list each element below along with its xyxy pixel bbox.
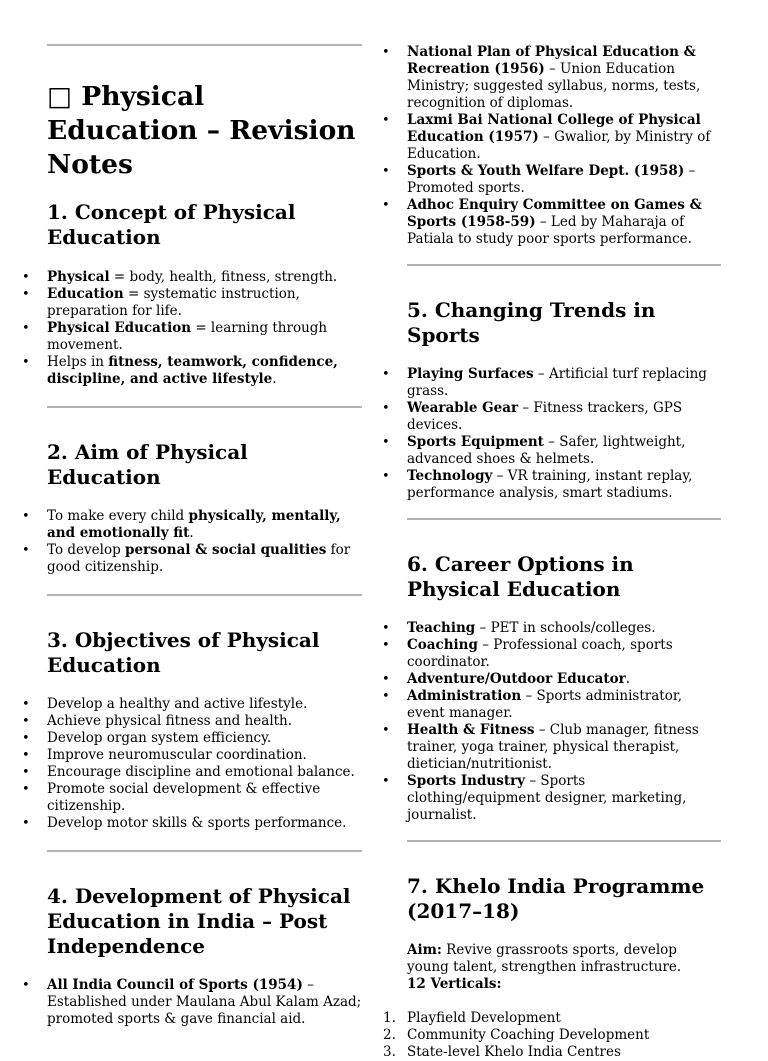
list-item: • Coaching – Professional coach, sports coordinator. (407, 637, 721, 671)
objectives-list (47, 696, 362, 832)
list-item: • Helps in fitness, teamwork, confidence, discipline, and active lifestyle. (47, 354, 362, 388)
divider (407, 518, 721, 520)
section-heading-careers: 6. Career Options in Physical Education (407, 552, 634, 601)
list-item: • Health & Fitness – Club manager, fitness trainer, yoga trainer, physical therapist, dietician/nutritionist. (407, 722, 721, 773)
list-item: • National Plan of Physical Education & Recreation (1956) – Union Education Ministry; suggested syllabus, norms, tests, recognition of diplomas. (407, 44, 721, 112)
development-list (47, 977, 362, 1028)
section-heading-aim: 2. Aim of Physical Education (47, 440, 248, 489)
list-item: • All India Council of Sports (1954) – Established under Maulana Abul Kalam Azad; promoted sports & gave financial aid. (47, 977, 362, 1028)
divider (47, 594, 362, 596)
divider (47, 44, 362, 46)
section-heading-objectives: 3. Objectives of Physical Education (47, 628, 320, 677)
trends-list (407, 366, 721, 502)
list-item: • Physical Education = learning through movement. (47, 320, 362, 354)
list-item: • Technology – VR training, instant replay, performance analysis, smart stadiums. (407, 468, 721, 502)
list-item: • To develop personal & social qualities for good citizenship. (47, 542, 362, 576)
list-item: • Laxmi Bai National College of Physical Education (1957) – Gwalior, by Ministry of Education. (407, 112, 721, 163)
list-item: • Sports Equipment – Safer, lightweight, advanced shoes & helmets. (407, 434, 721, 468)
list-item: • Achieve physical fitness and health. (47, 713, 362, 730)
list-item: • Sports Industry – Sports clothing/equipment designer, marketing, journalist. (407, 773, 721, 824)
list-item: • Teaching – PET in schools/colleges. (407, 620, 721, 637)
list-item: • Develop a healthy and active lifestyle. (47, 696, 362, 713)
divider (47, 850, 362, 852)
list-item: • Promote social development & effective citizenship. (47, 781, 362, 815)
divider (47, 406, 362, 408)
section-heading-development: 4. Development of Physical Education in India – Post Independence (47, 884, 351, 958)
aim-list (47, 508, 362, 576)
section-heading-khelo: 7. Khelo India Programme (2017–18) (407, 874, 705, 923)
list-item: • To make every child physically, mentally, and emotionally fit. (47, 508, 362, 542)
list-item: Community Coaching Development (407, 1027, 650, 1043)
list-item: • Physical = body, health, fitness, strength. (47, 269, 362, 286)
list-item: • Develop organ system efficiency. (47, 730, 362, 747)
section-heading-concept: 1. Concept of Physical Education (47, 200, 296, 249)
development-list-continued (407, 44, 721, 248)
left-column (47, 0, 362, 1028)
right-column (407, 0, 721, 1061)
list-item: • Education = systematic instruction, preparation for life. (47, 286, 362, 320)
khelo-verticals-list (407, 1010, 721, 1061)
list-item: • Encourage discipline and emotional balance. (47, 764, 362, 781)
list-item: • Playing Surfaces – Artificial turf replacing grass. (407, 366, 721, 400)
careers-list (407, 620, 721, 824)
khelo-aim: Aim: Revive grassroots sports, develop young talent, strengthen infrastructure. (407, 942, 682, 975)
divider (407, 264, 721, 266)
concept-list (47, 269, 362, 388)
list-item: • Wearable Gear – Fitness trackers, GPS devices. (407, 400, 721, 434)
divider (407, 840, 721, 842)
page-title (47, 80, 362, 182)
section-heading-trends: 5. Changing Trends in Sports (407, 298, 656, 347)
list-item: • Administration – Sports administrator, event manager. (407, 688, 721, 722)
list-item: • Sports & Youth Welfare Dept. (1958) – Promoted sports. (407, 163, 721, 197)
list-item: • Adhoc Enquiry Committee on Games & Sports (1958-59) – Led by Maharaja of Patiala to study poor sports performance. (407, 197, 721, 248)
list-item: • Adventure/Outdoor Educator. (407, 671, 721, 688)
list-item: Playfield Development (407, 1010, 561, 1026)
khelo-verticals-label: 12 Verticals: (407, 976, 502, 992)
list-item: • Improve neuromuscular coordination. (47, 747, 362, 764)
page-title-text: Physical Education – Revision Notes (47, 81, 356, 180)
missing-glyph-icon: □ (47, 81, 73, 112)
list-item: State-level Khelo India Centres (407, 1044, 621, 1060)
list-item: • Develop motor skills & sports performance. (47, 815, 362, 832)
